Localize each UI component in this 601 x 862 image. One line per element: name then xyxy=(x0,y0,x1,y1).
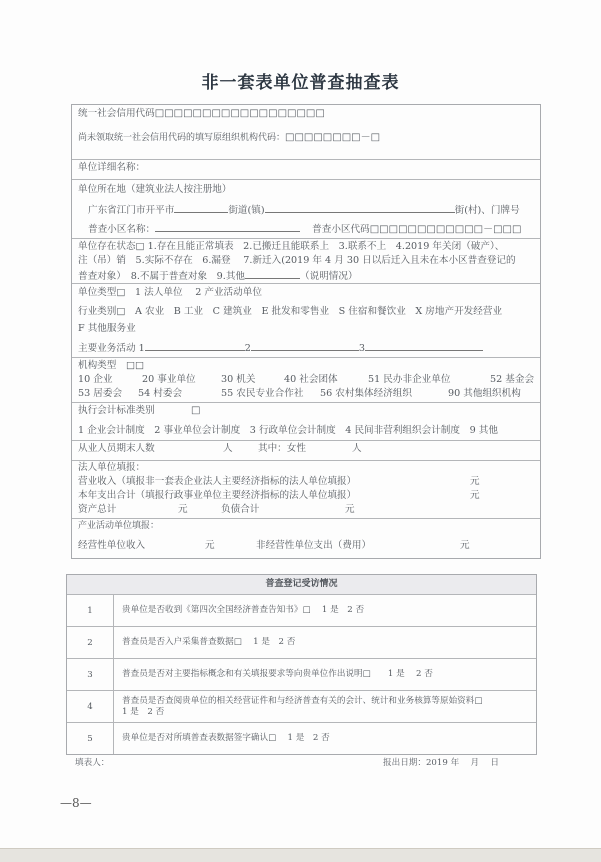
revenue-unit: 元 xyxy=(470,476,480,487)
business-income-label: 经营性单位收入 xyxy=(78,540,146,551)
org-type-option: 56 农村集体经济组织 xyxy=(320,388,413,399)
assets-unit: 元 xyxy=(178,504,188,515)
org-type-option: 90 其他组织机构 xyxy=(448,388,521,399)
visit-row-text-line-1: 普查员是否查阅贵单位的相关经营证件和与经济普查有关的会计、统计和业务核算等原始资料□ xyxy=(122,695,483,706)
page-number: —8— xyxy=(60,796,92,810)
org-type-option: 51 民办非企业单位 xyxy=(368,374,451,385)
visit-row-number: 4 xyxy=(67,691,114,722)
county-field[interactable] xyxy=(174,202,228,213)
visit-row-text[interactable] xyxy=(114,691,536,722)
nonbusiness-expense-unit: 元 xyxy=(460,540,470,551)
status-line-2: 注（吊）销 5.实际不存在 6.漏登 7.新迁入(2019 年 4 月 30 日以后迁入且未在本小区普查登记的 xyxy=(78,255,516,266)
visit-row-text[interactable]: 普查员是否对主要指标概念和有关填报要求等向贵单位作出说明□ 1 是 2 否 xyxy=(122,669,433,679)
liabilities-label: 负债合计 xyxy=(221,504,260,515)
business-income-unit: 元 xyxy=(205,540,215,551)
visit-table-header: 普查登记受访情况 xyxy=(67,575,536,595)
detail-name-section xyxy=(72,159,540,179)
report-date-label: 报出日期：2019 年 月 日 xyxy=(383,758,500,768)
visit-row xyxy=(67,723,536,754)
visit-row-text[interactable]: 贵单位是否对所填普查表数据签字确认□ 1 是 2 否 xyxy=(122,733,330,743)
page-edge xyxy=(0,848,601,862)
main-activity-3-label: 3 xyxy=(358,343,365,354)
visit-row-number: 1 xyxy=(67,595,114,626)
main-activity-label: 主要业务活动 1 xyxy=(78,343,145,354)
credit-code-section xyxy=(72,107,540,159)
filler-label: 填表人： xyxy=(75,758,110,768)
unit-type[interactable]: 单位类型□ 1 法人单位 2 产业活动单位 xyxy=(78,287,262,298)
org-code-label: 尚未领取统一社会信用代码的填写原组织机构代码： xyxy=(78,133,286,143)
other-explanation-field[interactable] xyxy=(245,268,300,279)
industry-line-1[interactable]: 行业类别□ A 农业 B 工业 C 建筑业 E 批发和零售业 S 住宿和餐饮业 X 房地产开发经营业 xyxy=(78,306,503,317)
org-type-option: 10 企业 xyxy=(78,374,113,385)
detail-name-label: 单位详细名称： xyxy=(78,162,146,173)
visit-row xyxy=(67,691,536,723)
org-type-option: 54 村委会 xyxy=(138,388,183,399)
accounting-label: 执行会计标准类别 xyxy=(78,405,155,416)
zone-code-label: 普查小区代码 xyxy=(312,224,370,235)
revenue-label: 营业收入（填报非一套表企业法人主要经济指标的法人单位填报） xyxy=(78,476,357,487)
main-activity-2-field[interactable] xyxy=(251,340,359,351)
visit-row xyxy=(67,627,536,659)
status-line-3-suffix: （说明情况） xyxy=(300,271,358,282)
unit-type-section xyxy=(72,283,540,357)
nonbusiness-expense-label: 非经营性单位支出（费用） xyxy=(256,540,372,551)
zone-name-label: 普查小区名称： xyxy=(88,224,156,235)
visit-row-number: 3 xyxy=(67,659,114,690)
employees-label: 从业人员期末人数 xyxy=(78,443,155,454)
org-type-section xyxy=(72,357,540,402)
location-prefix: 广东省江门市开平市 xyxy=(88,205,175,216)
main-activity-1-field[interactable] xyxy=(145,340,245,351)
status-line-1[interactable]: 单位存在状态□ 1.存在且能正常填表 2.已搬迁且能联系上 3.联系不上 4.2019 年关闭（破产）、 xyxy=(78,241,505,252)
org-type-option: 52 基金会 xyxy=(490,374,535,385)
org-code-field[interactable]: □□□□□□□□－□ xyxy=(285,132,381,143)
accounting-box[interactable]: □ xyxy=(191,405,201,416)
visit-row xyxy=(67,595,536,627)
org-type-option: 53 居委会 xyxy=(78,388,123,399)
accounting-section xyxy=(72,402,540,440)
org-type-option: 55 农民专业合作社 xyxy=(221,388,304,399)
legal-fill-label: 法人单位填报： xyxy=(78,462,146,473)
visit-row-text-line-2: 1 是 2 否 xyxy=(122,706,165,717)
expense-unit: 元 xyxy=(470,490,480,501)
credit-code-label: 统一社会信用代码 xyxy=(78,108,155,119)
employees-section xyxy=(72,440,540,460)
main-activity-3-field[interactable] xyxy=(365,340,483,351)
status-line-3: 普查对象） 8.不属于普查对象 9.其他 xyxy=(78,271,246,282)
visit-row-text[interactable]: 贵单位是否收到《第四次全国经济普查告知书》□ 1 是 2 否 xyxy=(122,605,365,615)
visit-row-number: 5 xyxy=(67,723,114,754)
org-type-label[interactable]: 机构类型 □□ xyxy=(78,360,145,371)
assets-label: 资产总计 xyxy=(78,504,117,515)
credit-code-field[interactable]: □□□□□□□□□□□□□□□□□□ xyxy=(154,108,325,119)
female-unit: 人 xyxy=(352,443,362,454)
survey-form-table xyxy=(71,104,541,559)
liabilities-unit: 元 xyxy=(345,504,355,515)
employees-unit: 人 xyxy=(223,443,233,454)
female-label: 其中：女性 xyxy=(258,443,306,454)
street-field[interactable] xyxy=(265,202,455,213)
branch-fill-label: 产业活动单位填报： xyxy=(78,521,160,531)
main-activity-2-label: 2 xyxy=(244,343,251,354)
location-label: 单位所在地（建筑业法人按注册地） xyxy=(78,184,232,195)
zone-code-field[interactable]: □□□□□□□□□□□□－□□□ xyxy=(369,224,522,235)
visit-table xyxy=(66,574,537,755)
org-type-option: 40 社会团体 xyxy=(284,374,338,385)
expense-label: 本年支出合计（填报行政事业单位主要经济指标的法人单位填报） xyxy=(78,490,357,501)
zone-name-field[interactable] xyxy=(155,221,300,232)
location-section xyxy=(72,179,540,238)
status-section xyxy=(72,238,540,283)
village-label: 街(村)、门牌号 xyxy=(454,205,520,216)
visit-row-text[interactable]: 普查员是否入户采集普查数据□ 1 是 2 否 xyxy=(122,637,296,647)
org-type-option: 30 机关 xyxy=(221,374,256,385)
visit-row xyxy=(67,659,536,691)
branch-unit-section xyxy=(72,518,540,558)
visit-row-number: 2 xyxy=(67,627,114,658)
org-type-option: 20 事业单位 xyxy=(142,374,196,385)
accounting-options: 1 企业会计制度 2 事业单位会计制度 3 行政单位会计制度 4 民间非营利组织会计制度 9 其他 xyxy=(78,425,498,436)
legal-unit-section xyxy=(72,460,540,518)
page-title: 非一套表单位普查抽查表 xyxy=(201,73,400,93)
street-label: 街道(镇) xyxy=(228,205,265,216)
industry-line-2: F 其他服务业 xyxy=(78,323,136,334)
